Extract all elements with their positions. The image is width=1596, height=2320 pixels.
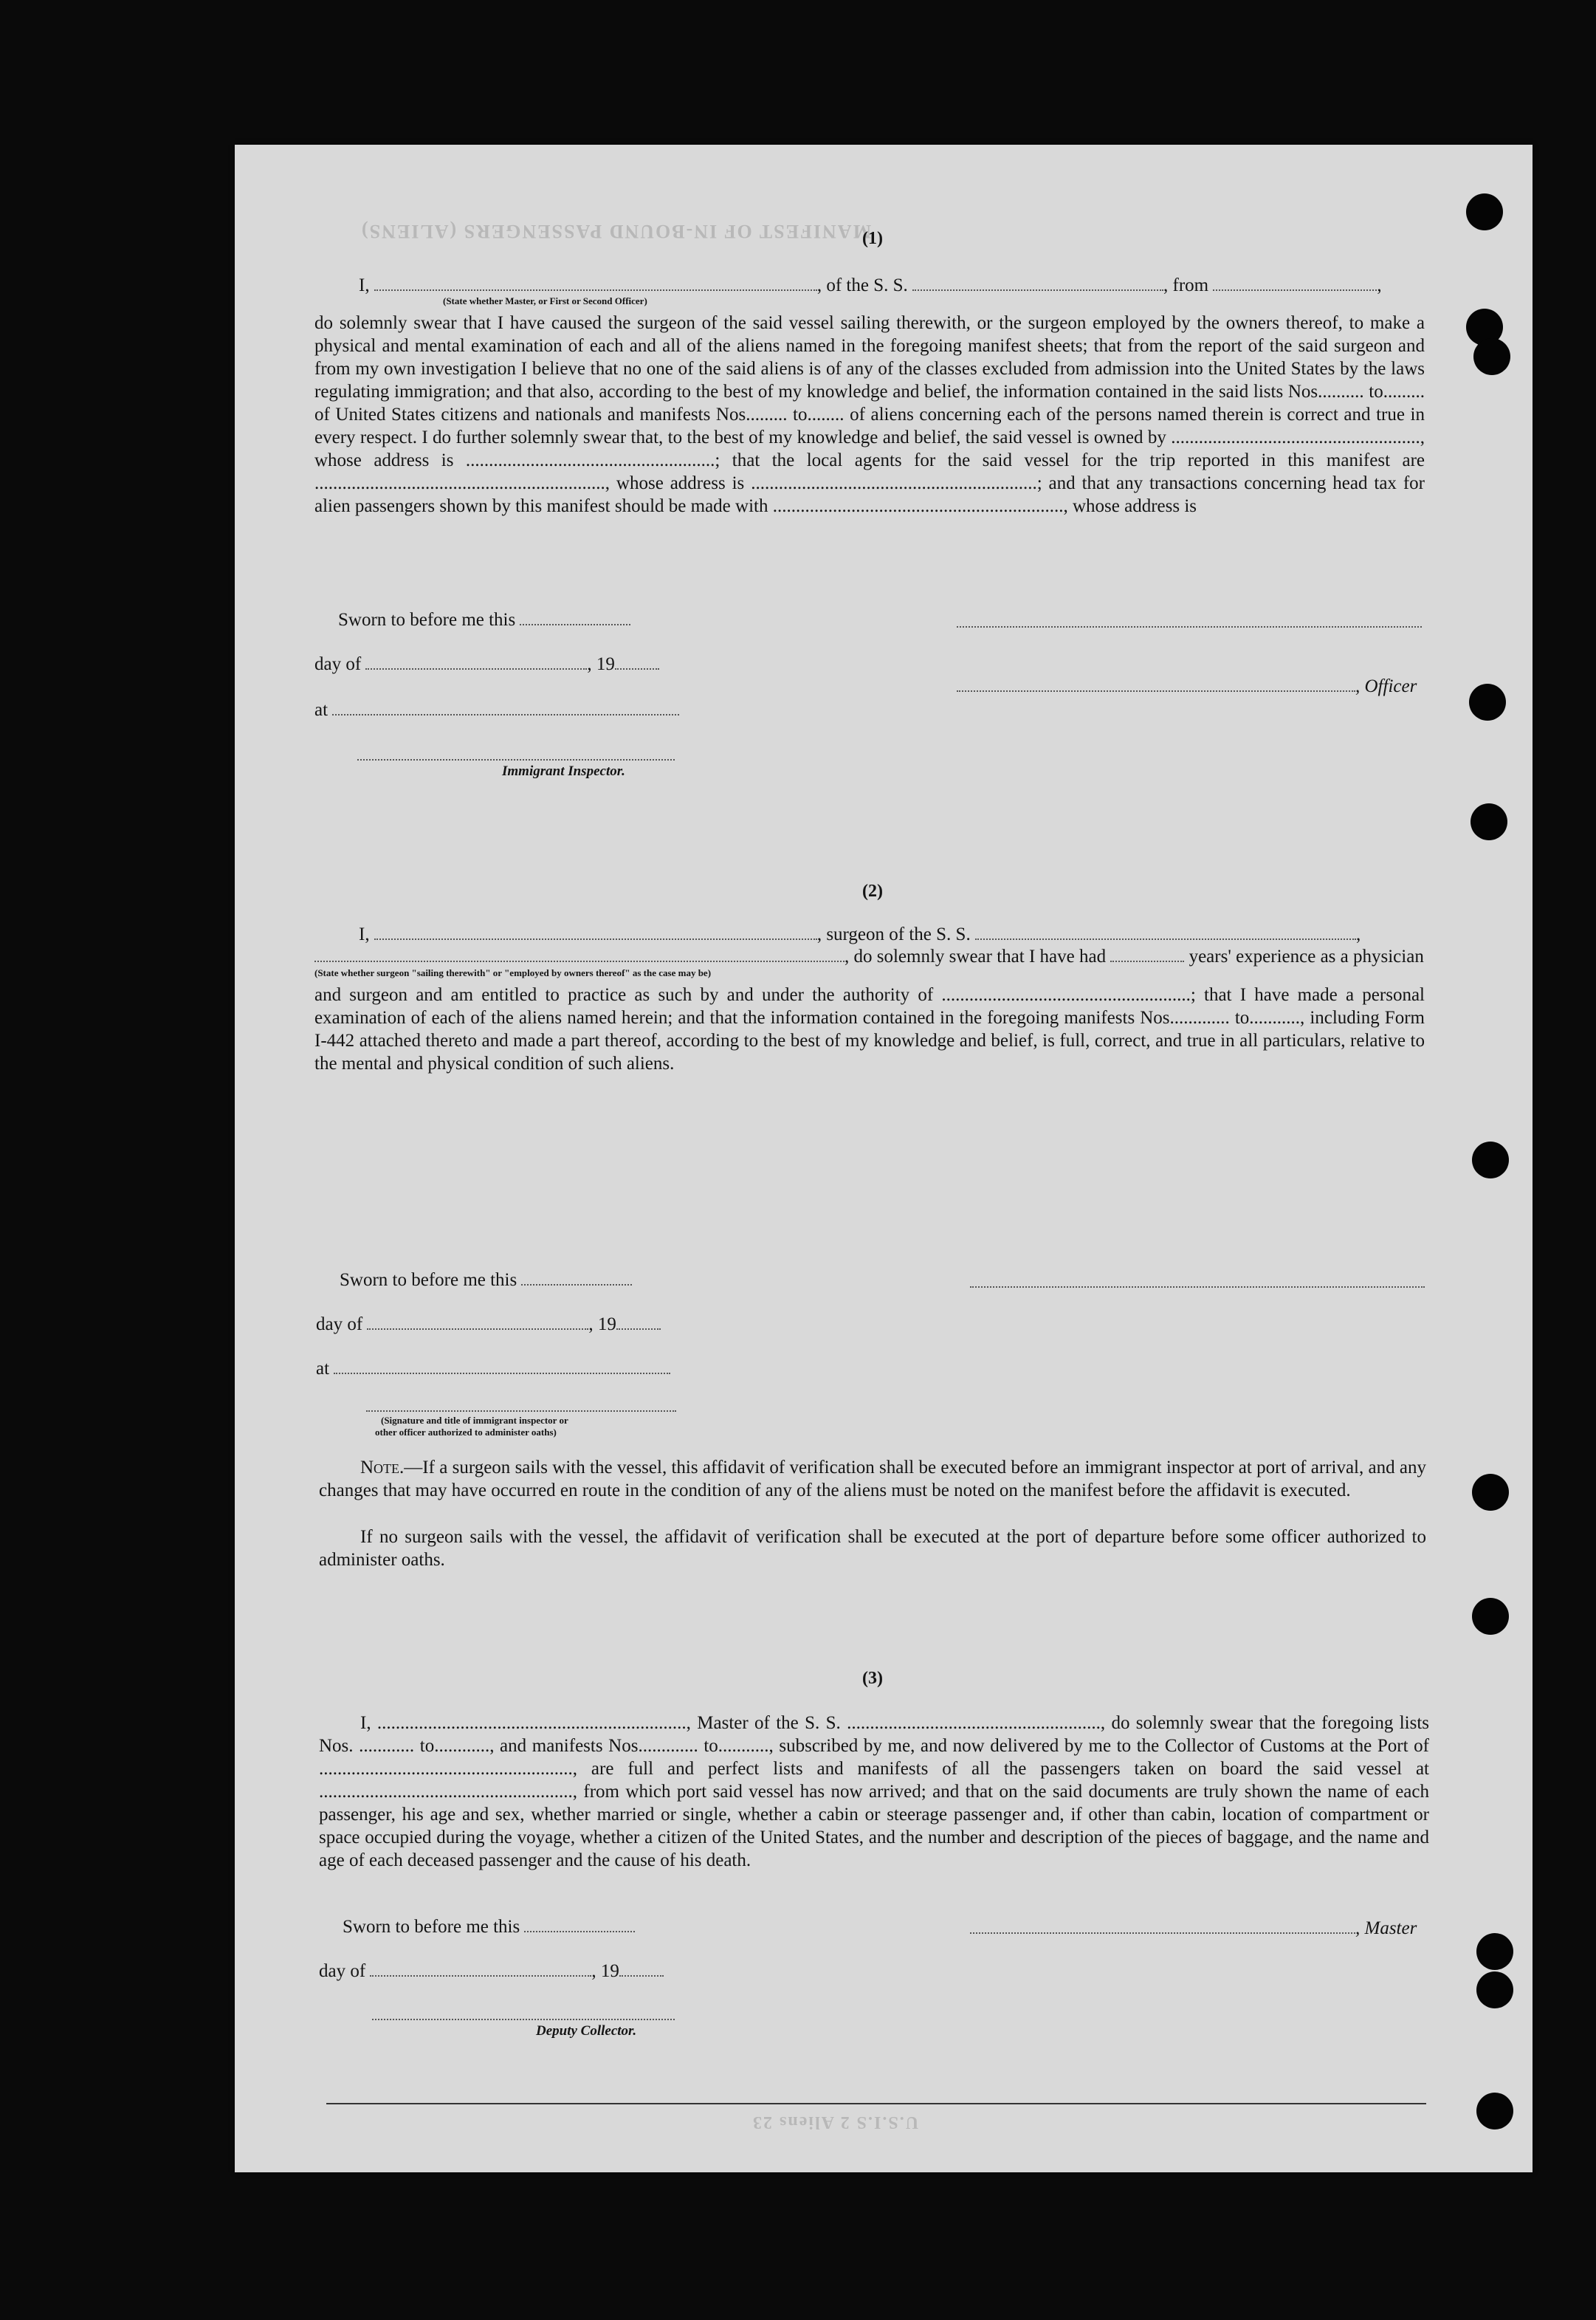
section-1-sworn	[338, 608, 630, 631]
section-2-declarant-line	[359, 923, 1361, 946]
section-1-i: I,	[359, 275, 370, 295]
officer-name-field[interactable]	[374, 275, 817, 291]
section-2-at	[316, 1357, 670, 1380]
section-1-day-of	[314, 653, 659, 676]
years-experience-label: years' experience as a physician	[1189, 947, 1424, 967]
day-of-label: day of	[314, 654, 362, 674]
officer-title-field[interactable]	[957, 676, 1355, 692]
section-2-note	[319, 1456, 1426, 1502]
day-of-label: day of	[319, 1961, 366, 1981]
surgeon-status-field[interactable]	[314, 946, 845, 962]
section-1-of-ss: , of the S. S.	[816, 275, 908, 295]
section-2-sworn	[340, 1269, 632, 1291]
year-label: , 19	[591, 1961, 619, 1981]
bottom-rule	[326, 2103, 1426, 2104]
punch-hole	[1476, 2093, 1513, 2129]
section-1-officer-line	[957, 675, 1417, 698]
witness-signature-line[interactable]	[366, 1409, 676, 1412]
master-signature-field[interactable]	[970, 1918, 1355, 1934]
section-3-day-of	[319, 1960, 664, 1983]
officer-label: , Officer	[1355, 676, 1417, 696]
signature-caption-2: other officer authorized to administer oaths)	[375, 1427, 557, 1438]
signature-caption-1: (Signature and title of immigrant inspector or	[381, 1415, 568, 1426]
sworn-label: Sworn to before me this	[338, 610, 516, 630]
punch-hole	[1471, 803, 1507, 840]
bleed-through-footer: U.S.I.S 2 Aliens 23	[751, 2113, 919, 2132]
day-of-label: day of	[316, 1314, 363, 1334]
inspector-signature-line[interactable]	[357, 758, 675, 761]
deputy-collector-signature-line[interactable]	[372, 2017, 675, 2020]
year-field[interactable]	[615, 653, 659, 670]
section-2-comma: ,	[1355, 924, 1361, 944]
day-of-field[interactable]	[367, 1314, 588, 1330]
punch-hole	[1472, 1474, 1509, 1511]
section-3-body: I, ..................................................................., Master of the S. S. ......................................................., do solemnly swear that the foregoing lists Nos. ............ to............, and manifests Nos............. to..........., subscribed by me, and now delivered by me to the Collector of Customs at the Port of ......................................................., are full and perfect lists and manifests of all the passengers taken on board the said vessel at ......................................................., from which port said vessel has now arrived; and that on the said documents are truly shown the name of each passenger, his age and sex, whether married or single, whether a cabin or steerage passenger and, if other than cabin, location of compartment or space occupied during the voyage, whether a citizen of the United States, and the number and description of the pieces of baggage, and the name and age of each deceased passenger and the cause of his death.	[319, 1713, 1429, 1870]
section-2-body: and surgeon and am entitled to practice as such by and under the authority of ......................................................; that I have made a personal examination of each of the aliens named herein; and that the information contained in the foregoing manifests Nos............. to..........., including Form I-442 attached thereto and made a part thereof, according to the best of my knowledge and belief, is full, correct, and true in all particulars, relative to the mental and physical condition of such aliens.	[314, 985, 1425, 1074]
deputy-collector-caption: Deputy Collector.	[536, 2023, 637, 2039]
section-1-comma: ,	[1377, 275, 1382, 295]
sworn-date-field[interactable]	[520, 609, 630, 625]
section-3-sworn	[343, 1915, 635, 1938]
section-2-number: (2)	[862, 882, 883, 901]
punch-hole	[1476, 1933, 1513, 1970]
section-1-declarant-line	[359, 274, 1382, 297]
surgeon-of-ss: , surgeon of the S. S.	[816, 924, 971, 944]
vessel-name-field[interactable]	[912, 275, 1163, 291]
day-of-field[interactable]	[365, 653, 587, 670]
at-place-field[interactable]	[334, 1358, 670, 1374]
at-place-field[interactable]	[332, 699, 679, 715]
section-1-caption: (State whether Master, or First or Second Officer)	[443, 295, 647, 306]
at-label: at	[314, 700, 329, 720]
port-from-field[interactable]	[1213, 275, 1377, 291]
punch-hole	[1466, 193, 1503, 230]
section-1-from: , from	[1163, 275, 1209, 295]
punch-hole	[1472, 1598, 1509, 1635]
manifest-affidavit-sheet	[235, 145, 1533, 2172]
surgeon-signature-line[interactable]	[970, 1285, 1425, 1288]
section-3-number: (3)	[862, 1669, 883, 1688]
bleed-through-title: MANIFEST OF IN-BOUND PASSENGERS (ALIENS)	[360, 221, 872, 242]
swear-label: , do solemnly swear that I have had	[845, 947, 1107, 967]
section-2-experience-line	[314, 945, 1424, 968]
years-experience-field[interactable]	[1110, 946, 1184, 962]
master-label: , Master	[1355, 1918, 1417, 1938]
note-text: —If a surgeon sails with the vessel, this affidavit of verification shall be executed before an immigrant inspector at port of arrival, and any changes that may have occurred en route in the condition of any of the aliens must be noted on the manifest before the affidavit is executed.	[319, 1458, 1426, 1500]
section-2-note-2: If no surgeon sails with the vessel, the affidavit of verification shall be executed at the port of departure before some officer authorized to administer oaths.	[319, 1527, 1426, 1570]
day-of-field[interactable]	[370, 1960, 591, 1977]
section-3-master-line	[970, 1917, 1417, 1940]
at-label: at	[316, 1359, 330, 1379]
section-1-number: (1)	[862, 229, 883, 248]
year-label: , 19	[588, 1314, 616, 1334]
surgeon-name-field[interactable]	[374, 924, 817, 940]
immigrant-inspector-caption: Immigrant Inspector.	[502, 763, 625, 779]
section-2-day-of	[316, 1313, 661, 1336]
section-2-caption: (State whether surgeon "sailing therewith" or "employed by owners thereof" as the case may be)	[314, 967, 712, 978]
section-1-body: do solemnly swear that I have caused the surgeon of the said vessel sailing therewith, or the surgeon employed by the owners thereof, to make a physical and mental examination of each and all of the aliens named in the foregoing manifest sheets; that from the report of the said surgeon and from my own investigation I believe that no one of the said aliens is of any of the classes excluded from admission into the United States by the laws regulating immigration; and that also, according to the best of my knowledge and belief, the information contained in the said lists Nos.......... to......... of United States citizens and nationals and manifests Nos......... to........ of aliens concerning each of the persons named therein is correct and true in every respect. I do further solemnly swear that, to the best of my knowledge and belief, the said vessel is owned by ......................................................, whose address is ......................................................; that the local agents for the said vessel for the trip reported in this manifest are ..............................................................., whose address is ..............................................................; and that any transactions concerning head tax for alien passengers shown by this manifest should be made with ..............................................................., whose address is	[314, 313, 1425, 516]
section-2-i: I,	[359, 924, 370, 944]
sworn-label: Sworn to before me this	[340, 1270, 517, 1290]
punch-hole	[1472, 1142, 1509, 1178]
note-label: Note.	[360, 1458, 405, 1478]
sworn-date-field[interactable]	[524, 1916, 635, 1932]
officer-signature-line[interactable]	[957, 625, 1422, 628]
sworn-date-field[interactable]	[521, 1269, 632, 1286]
section-1-at	[314, 699, 679, 721]
year-field[interactable]	[616, 1314, 661, 1330]
surgeon-vessel-field[interactable]	[975, 924, 1356, 940]
year-label: , 19	[587, 654, 615, 674]
punch-hole	[1473, 338, 1510, 375]
punch-hole	[1469, 684, 1506, 721]
sworn-label: Sworn to before me this	[343, 1917, 520, 1937]
year-field[interactable]	[619, 1960, 664, 1977]
punch-hole	[1476, 1971, 1513, 2008]
